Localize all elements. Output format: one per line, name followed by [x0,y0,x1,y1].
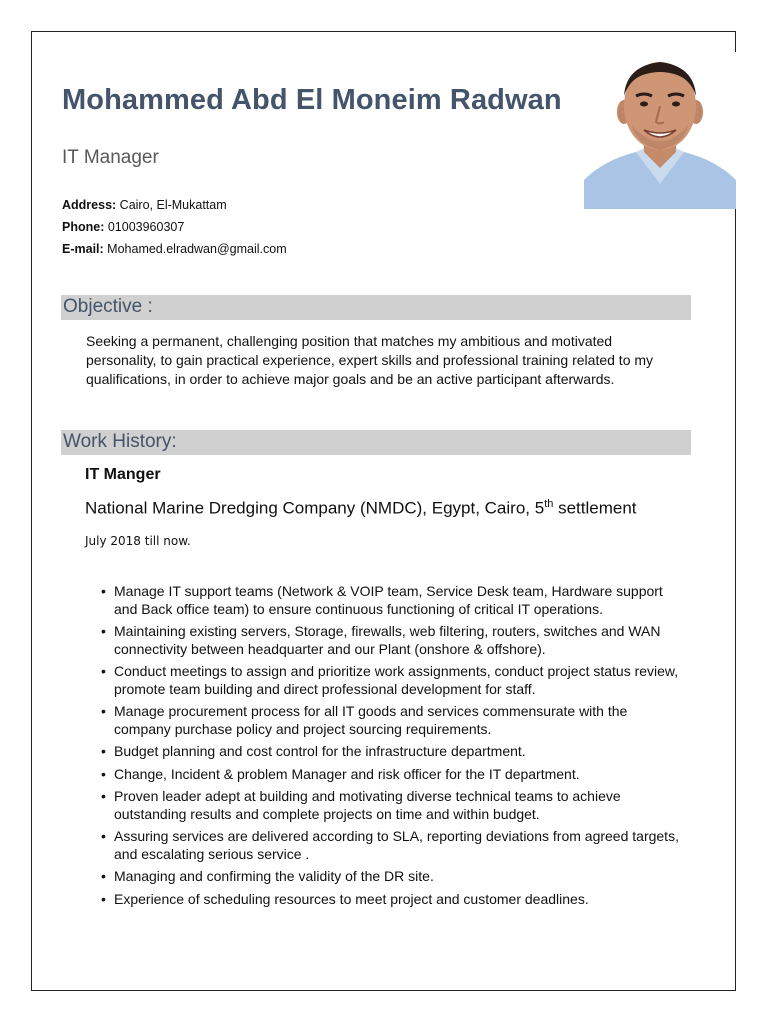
company-name: National Marine Dredging Company (NMDC), Egypt, Cairo, 5 [85,498,545,518]
phone-row [62,216,287,238]
list-item [92,788,682,823]
company-line [85,498,637,519]
company-ordinal-suffix: th [544,498,554,510]
role-title: IT Manger [85,466,161,483]
list-item [92,828,682,863]
bullet-icon: • [101,583,106,599]
job-title: IT Manager [62,147,159,168]
list-item [92,583,682,618]
bullet-icon: • [101,623,106,639]
list-item [92,623,682,658]
profile-photo [584,52,736,209]
list-item [92,766,682,784]
duty-text: Change, Incident & problem Manager and risk officer for the IT department. [114,765,580,782]
email-row [62,238,287,260]
work-history-heading: Work History: [63,431,177,452]
bullet-icon: • [101,868,106,884]
duty-text: Budget planning and cost control for the infrastructure department. [114,743,526,759]
work-history-heading-bar [61,430,691,455]
address-label: Address: [62,198,117,212]
duty-text: Manage IT support teams (Network & VOIP team, Service Desk team, Hardware support and Back office team) to ensure continuous functioning of critical IT operations. [114,583,663,617]
resume-page [31,31,736,991]
email-label: E-mail: [62,242,104,256]
objective-heading-bar [61,295,691,320]
objective-heading: Objective : [63,296,153,317]
duty-text: Managing and confirming the validity of the DR site. [114,868,434,884]
list-item [92,743,682,761]
bullet-icon: • [101,743,106,759]
employment-dates: July 2018 till now. [85,534,191,548]
duty-text: Proven leader adept at building and motivating diverse technical teams to achieve outstanding results and complete projects on time and within budget. [114,788,621,822]
bullet-icon: • [101,703,106,719]
list-item [92,703,682,738]
list-item [92,663,682,698]
bullet-icon: • [101,788,106,804]
duty-text: Manage procurement process for all IT goods and services commensurate with the company purchase policy and project sourcing requirements. [114,703,628,737]
candidate-name: Mohammed Abd El Moneim Radwan [62,84,562,116]
bullet-icon: • [101,828,106,844]
duty-text: Maintaining existing servers, Storage, firewalls, web filtering, routers, switches and WAN connectivity between headquarter and our Plant (onshore & offshore). [114,623,661,657]
email-value[interactable]: Mohamed.elradwan@gmail.com [107,242,287,256]
address-value: Cairo, El-Mukattam [119,198,227,212]
duty-text: Conduct meetings to assign and prioritize work assignments, conduct project status review, promote team building and direct professional development for staff. [114,663,679,697]
contact-block [62,194,287,260]
phone-value: 01003960307 [107,220,185,234]
phone-label: Phone: [62,220,105,234]
list-item [92,891,682,909]
company-location-end: settlement [553,498,637,518]
list-item [92,868,682,886]
bullet-icon: • [101,765,106,782]
duties-list [92,583,682,913]
bullet-icon: • [101,890,106,907]
objective-text: Seeking a permanent, challenging position that matches my ambitious and motivated personality, to gain practical experience, expert skills and professional training related to my qualifications, in order to achieve major goals and be an active participant afterwards. [86,333,654,387]
duty-text: Experience of scheduling resources to meet project and customer deadlines. [114,890,589,907]
address-row [62,194,287,216]
duty-text: Assuring services are delivered according to SLA, reporting deviations from agreed targets, and escalating serious service . [114,828,679,862]
bullet-icon: • [101,663,106,679]
